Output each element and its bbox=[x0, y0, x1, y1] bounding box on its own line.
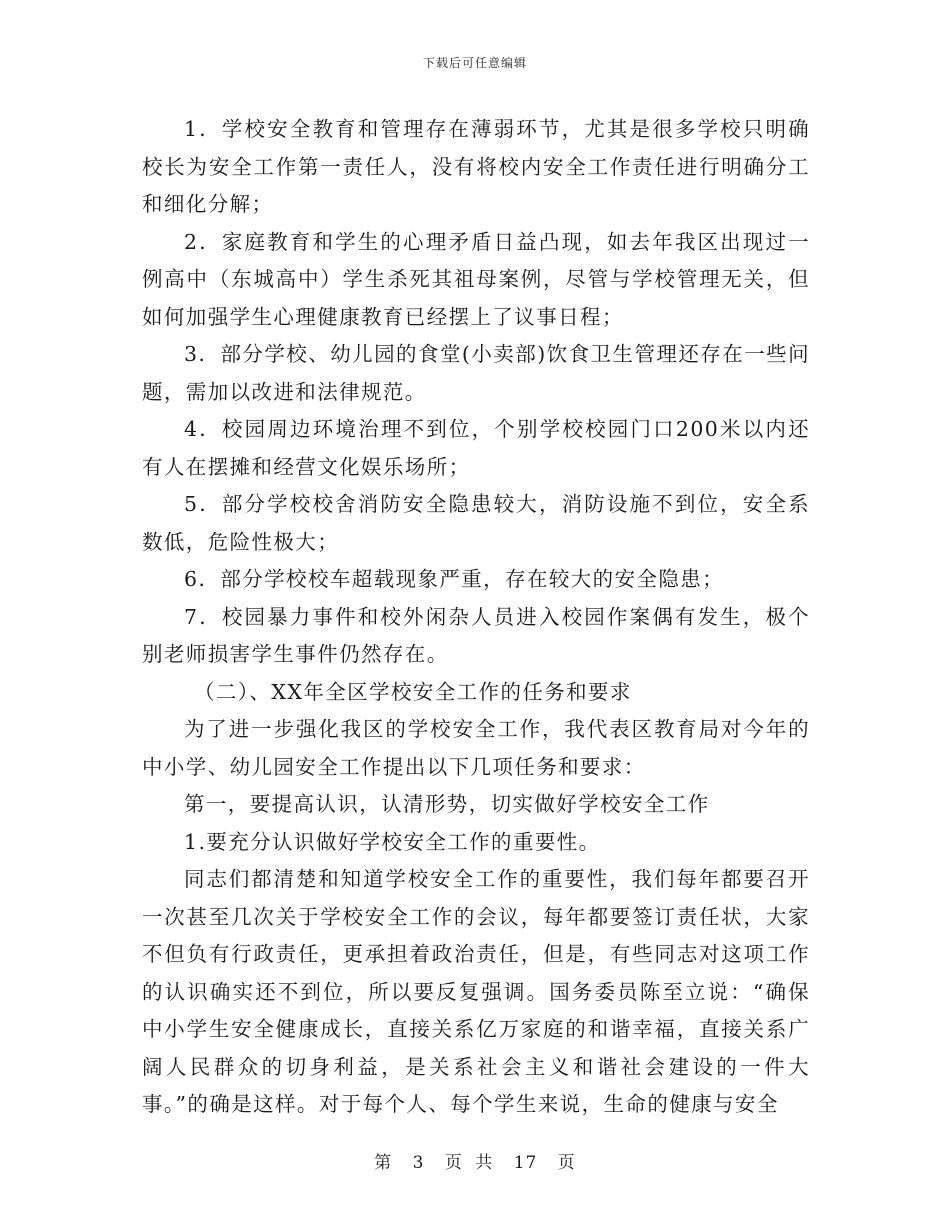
page-header: 下载后可任意编辑 bbox=[422, 56, 527, 70]
paragraph-item-5: 5．部分学校校舍消防安全隐患较大，消防设施不到位，安全系数低，危险性极大； bbox=[142, 492, 810, 554]
subsection-heading: 第一，要提高认识，认清形势，切实做好学校安全工作 bbox=[184, 792, 710, 816]
paragraph-item-1: 1．学校安全教育和管理存在薄弱环节，尤其是很多学校只明确校长为安全工作第一责任人，没有将校内安全工作责任进行明确分工和细化分解； bbox=[142, 117, 810, 216]
footer-total-pages: 17 bbox=[513, 1153, 538, 1173]
paragraph-item-4: 4．校园周边环境治理不到位，个别学校校园门口200米以内还有人在摆摊和经营文化娱乐场所； bbox=[142, 417, 810, 479]
page-footer bbox=[0, 1148, 950, 1173]
intro-paragraph: 为了进一步强化我区的学校安全工作，我代表区教育局对今年的中小学、幼儿园安全工作提出以下几项任务和要求： bbox=[142, 717, 810, 779]
section-heading: （二）、XX年全区学校安全工作的任务和要求 bbox=[194, 679, 632, 704]
footer-page-number: 3 bbox=[412, 1153, 425, 1173]
paragraph-item-6: 6．部分学校校车超载现象严重，存在较大的安全隐患； bbox=[184, 567, 725, 591]
footer-prefix: 第 bbox=[374, 1153, 393, 1173]
document-body bbox=[142, 111, 810, 1124]
paragraph-item-7: 7．校园暴力事件和校外闲杂人员进入校园作案偶有发生，极个别老师损害学生事件仍然存在。 bbox=[142, 604, 810, 666]
footer-middle: 页 共 bbox=[444, 1153, 494, 1173]
footer-suffix: 页 bbox=[557, 1153, 576, 1173]
paragraph-item-2: 2．家庭教育和学生的心理矛盾日益凸现，如去年我区出现过一例高中（东城高中）学生杀死其祖母案例，尽管与学校管理无关，但如何加强学生心理健康教育已经摆上了议事日程； bbox=[142, 229, 810, 329]
body-paragraph: 同志们都清楚和知道学校安全工作的重要性，我们每年都要召开一次甚至几次关于学校安全工作的会议，每年都要签订责任状，大家不但负有行政责任，更承担着政治责任，但是，有些同志对这项工作的认识确实还不到位，所以要反复强调。国务委员陈至立说：“确保中小学生安全健康成长，直接关系亿万家庭的和谐幸福，直接关系广阔人民群众的切身利益，是关系社会主义和谐社会建设的一件大事。”的确是这样。对于每个人、每个学生来说，生命的健康与安全 bbox=[142, 867, 810, 1116]
point-heading: 1.要充分认识做好学校安全工作的重要性。 bbox=[184, 829, 601, 854]
paragraph-item-3: 3．部分学校、幼儿园的食堂(小卖部)饮食卫生管理还存在一些问题，需加以改进和法律规范。 bbox=[142, 342, 810, 404]
